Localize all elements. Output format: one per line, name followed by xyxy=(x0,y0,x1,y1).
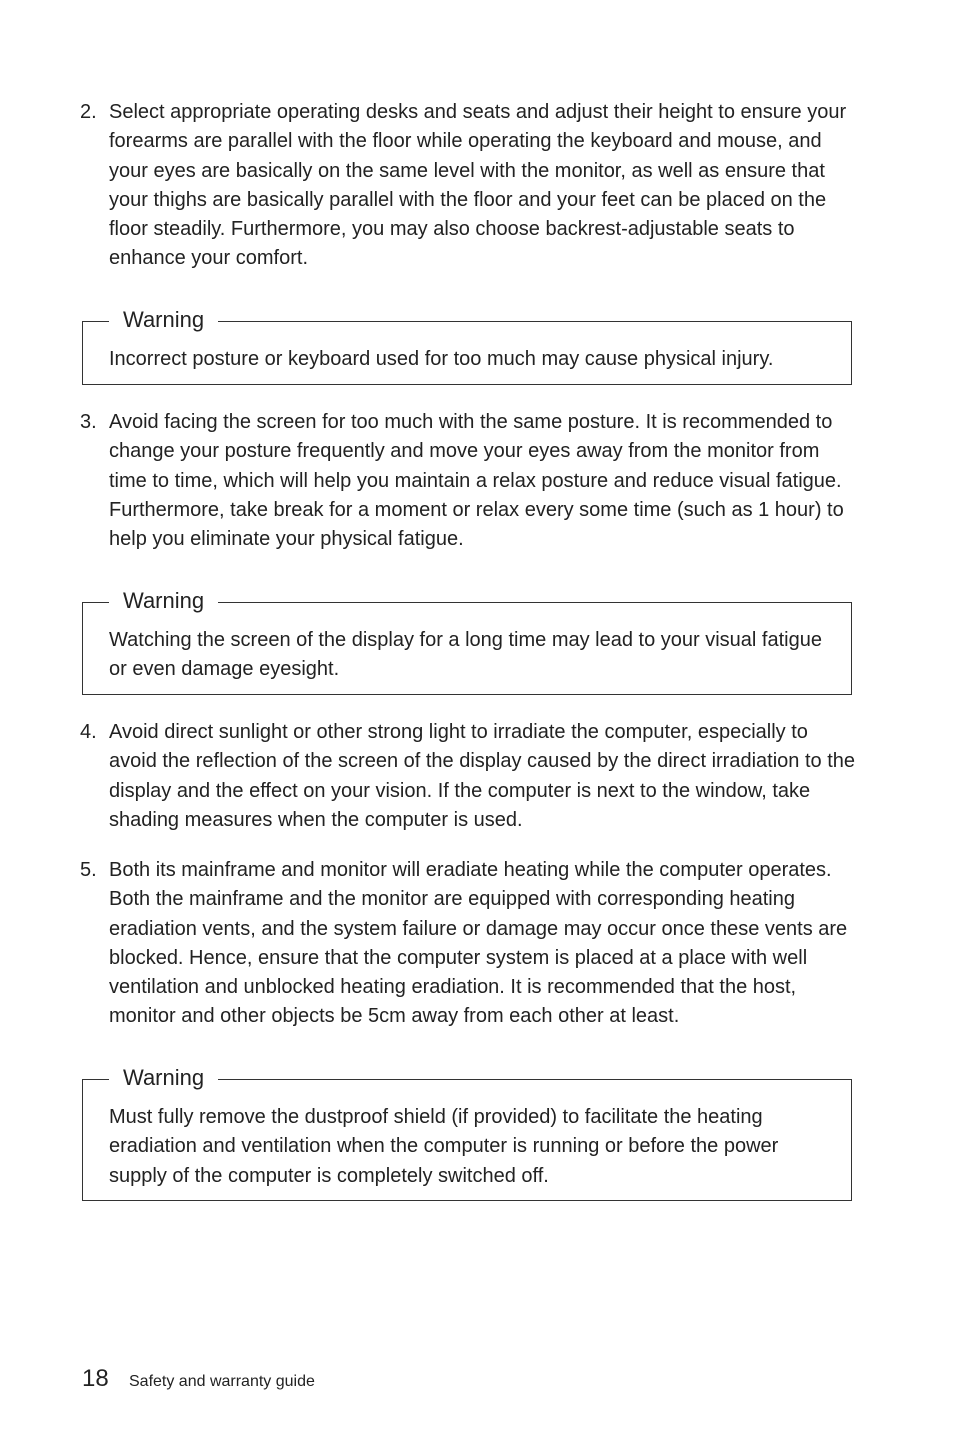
list-item-number: 4. xyxy=(80,721,97,743)
list-item-text: Avoid direct sunlight or other strong light to irradiate the computer, especially to avoid the reflection of the screen of the display caused by the direct irradiation to the display and the effect on your vision. If the computer is next to the window, take shading measures when the computer is used. xyxy=(109,721,855,831)
list-item-5 xyxy=(80,856,855,1032)
warning-box-dustproof xyxy=(82,1065,852,1201)
list-item-text: Avoid facing the screen for too much with the same posture. It is recommended to change your posture frequently and move your eyes away from the monitor from time to time, which will help you maintain a relax posture and reduce visual fatigue. Furthermore, take break for a moment or relax every some time (such as 1 hour) to help you eliminate your physical fatigue. xyxy=(109,411,844,551)
list-item-number: 3. xyxy=(80,411,97,433)
warning-label: Warning xyxy=(109,587,218,615)
warning-label: Warning xyxy=(109,306,218,334)
warning-text: Incorrect posture or keyboard used for too much may cause physical injury. xyxy=(109,348,774,370)
list-item-number: 2. xyxy=(80,101,97,123)
warning-box-eyesight xyxy=(82,588,852,695)
list-item-text: Select appropriate operating desks and seats and adjust their height to ensure your forearms are parallel with the floor while operating the keyboard and mouse, and your eyes are basically on the same level with the monitor, as well as ensure that your thighs are basically parallel with the floor and your feet can be placed on the floor steadily. Furthermore, you may also choose backrest-adjustable seats to enhance your comfort. xyxy=(109,101,847,270)
warning-text: Must fully remove the dustproof shield (if provided) to facilitate the heating eradiation and ventilation when the computer is running or before the power supply of the computer is completely switched off. xyxy=(109,1106,779,1187)
list-item-2 xyxy=(80,98,855,274)
list-item-3 xyxy=(80,408,855,554)
warning-box-posture xyxy=(82,307,852,385)
list-item-4 xyxy=(80,718,855,835)
warning-label: Warning xyxy=(109,1064,218,1092)
list-item-number: 5. xyxy=(80,859,97,881)
list-item-text: Both its mainframe and monitor will eradiate heating while the computer operates. Both the mainframe and the monitor are equipped with corresponding heating eradiation vents, and the system failure or damage may occur once these vents are blocked. Hence, ensure that the computer system is placed at a place with well ventilation and unblocked heating eradiation. It is recommended that the host, monitor and other objects be 5cm away from each other at least. xyxy=(109,859,848,1028)
footer-title: Safety and warranty guide xyxy=(129,1373,315,1390)
page-number: 18 xyxy=(82,1365,109,1392)
warning-text: Watching the screen of the display for a long time may lead to your visual fatigue or even damage eyesight. xyxy=(109,629,822,681)
